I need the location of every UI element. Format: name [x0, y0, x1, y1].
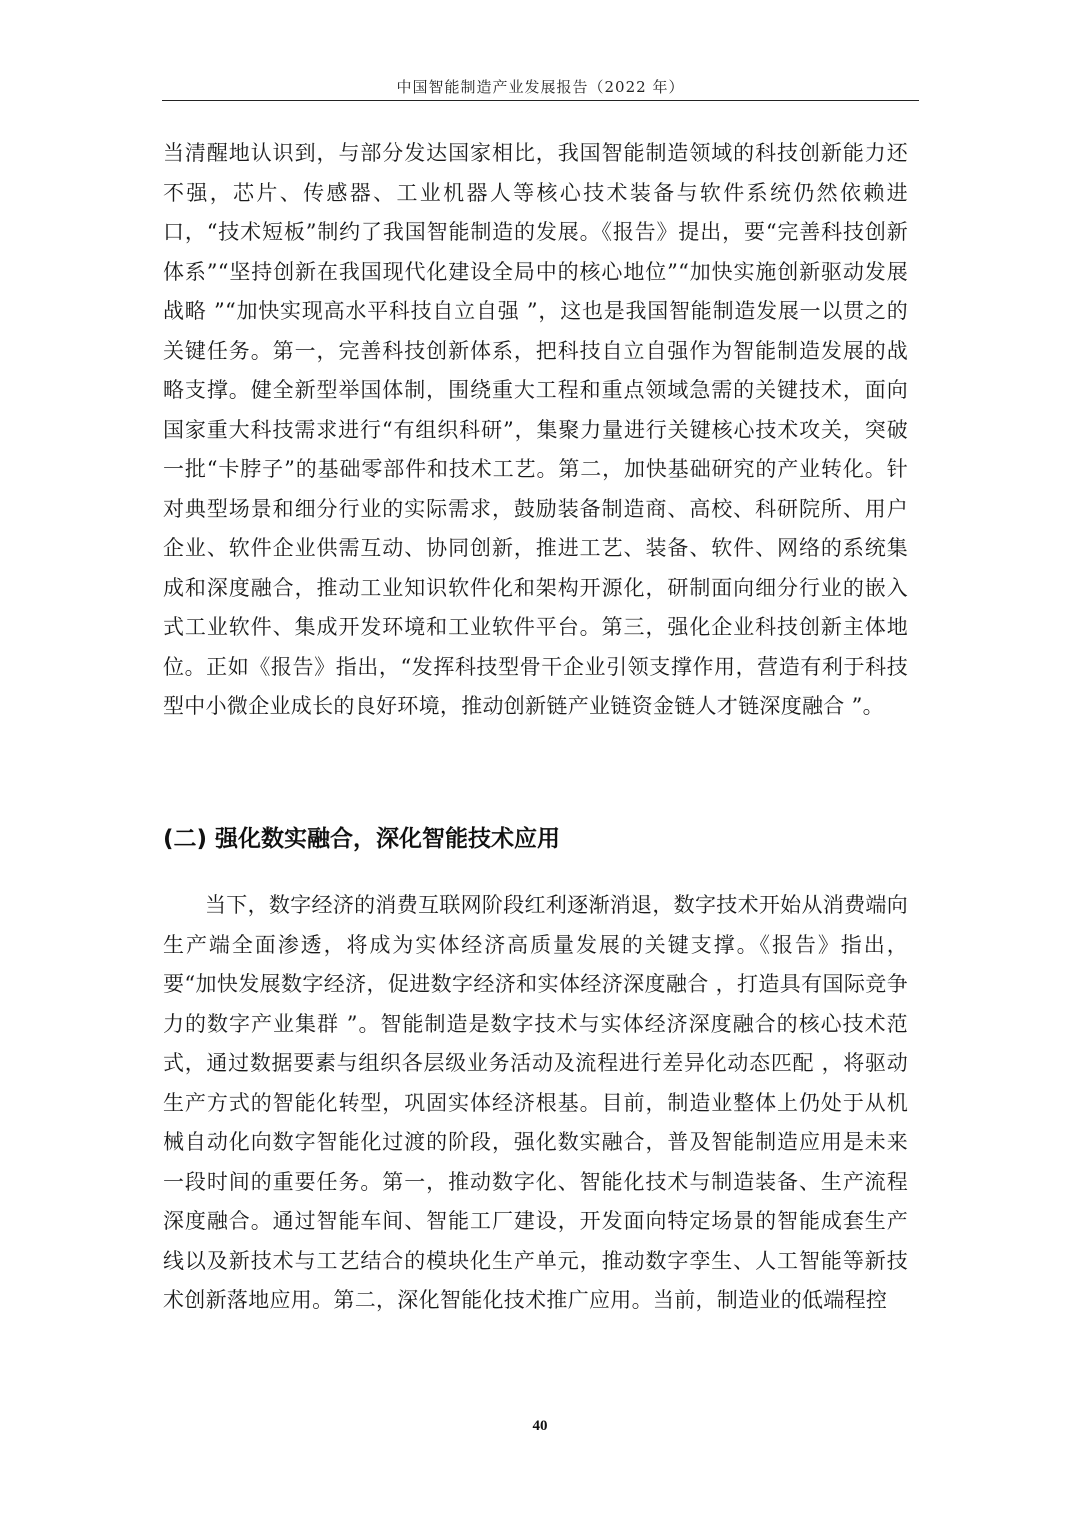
body-paragraph-1: 当清醒地认识到，与部分发达国家相比，我国智能制造领域的科技创新能力还不强，芯片、传感器、工业机器人等核心技术装备与软件系统仍然依赖进口，“技术短板”制约了我国智能制造的发展。《报告》提出，要“完善科技创新体系”“坚持创新在我国现代化建设全局中的核心地位”“加快实施创新驱动发展战略 ”“加快实现高水平科技自立自强 ”，这也是我国智能制造发展一以贯之的关键任务。第一，完善科技创新体系，把科技自立自强作为智能制造发展的战略支撑。健全新型举国体制，围绕重大工程和重点领域急需的关键技术，面向国家重大科技需求进行“有组织科研”，集聚力量进行关键核心技术攻关，突破一批“卡脖子”的基础零部件和技术工艺。第二，加快基础研究的产业转化。针对典型场景和细分行业的实际需求，鼓励装备制造商、高校、科研院所、用户企业、软件企业供需互动、协同创新，推进工艺、装备、软件、网络的系统集成和深度融合，推动工业知识软件化和架构开源化，研制面向细分行业的嵌入式工业软件、集成开发环境和工业软件平台。第三，强化企业科技创新主体地位。正如《报告》指出，“发挥科技型骨干企业引领支撑作用，营造有利于科技型中小微企业成长的良好环境，推动创新链产业链资金链人才链深度融合 ”。 [163, 141, 908, 718]
header-divider [162, 100, 919, 101]
running-header: 中国智能制造产业发展报告（2022 年） [396, 78, 685, 96]
page-number: 40 [532, 1418, 548, 1434]
body-paragraph-2: 当下，数字经济的消费互联网阶段红利逐渐消退，数字技术开始从消费端向生产端全面渗透，将成为实体经济高质量发展的关键支撑。《报告》指出，要“加快发展数字经济，促进数字经济和实体经济深度融合 ，打造具有国际竞争力的数字产业集群 ”。智能制造是数字技术与实体经济深度融合的核心技术范式，通过数据要素与组织各层级业务活动及流程进行差异化动态匹配 ，将驱动生产方式的智能化转型，巩固实体经济根基。目前，制造业整体上仍处于从机械自动化向数字智能化过渡的阶段，强化数实融合，普及智能制造应用是未来一段时间的重要任务。第一，推动数字化、智能化技术与制造装备、生产流程深度融合。通过智能车间、智能工厂建设，开发面向特定场景的智能成套生产线以及新技术与工艺结合的模块化生产单元，推动数字孪生、人工智能等新技术创新落地应用。第二，深化智能化技术推广应用。当前，制造业的低端程控 [163, 893, 908, 1312]
section-heading: (二) 强化数实融合，深化智能技术应用 [163, 826, 561, 852]
